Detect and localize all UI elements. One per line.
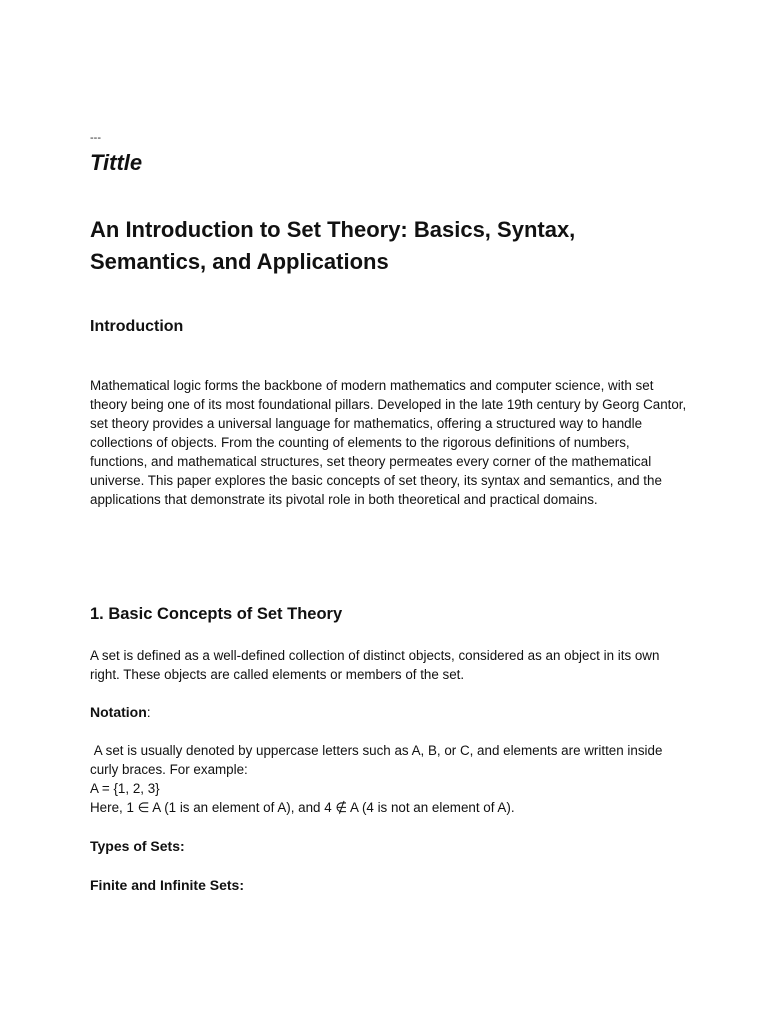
notation-label: Notation — [90, 704, 147, 720]
introduction-heading: Introduction — [90, 318, 184, 335]
introduction-paragraph: Mathematical logic forms the backbone of modern mathematics and computer science, with set theory being one of its most foundational pillars. Developed in the late 19th century by Georg Cantor, set theory provides a universal language for mathematics, offering a structured way to handle collections of objects. From the counting of elements to the rigorous definitions of numbers, functions, and mathematical structures, set theory permeates every corner of the mathematical universe. This paper explores the basic concepts of set theory, its syntax and semantics, and the applications that demonstrate its pivotal role in both theoretical and practical domains. — [90, 378, 687, 507]
finite-infinite-heading: Finite and Infinite Sets: — [90, 877, 245, 893]
notation-line-1: A set is usually denoted by uppercase letters such as A, B, or C, and elements are written inside curly braces. For example: — [90, 743, 667, 777]
notation-label-row — [90, 702, 151, 722]
section-1-heading: 1. Basic Concepts of Set Theory — [90, 605, 343, 623]
separator-dashes: --- — [90, 132, 101, 144]
notation-colon: : — [146, 704, 151, 720]
set-definition-paragraph: A set is defined as a well-defined collection of distinct objects, considered as an object in its own right. These objects are called elements or members of the set. — [90, 648, 660, 682]
page-title: An Introduction to Set Theory: Basics, Syntax, Semantics, and Applications — [90, 217, 576, 274]
notation-paragraph — [90, 741, 690, 817]
notation-line-2: A = {1, 2, 3} — [90, 781, 160, 796]
tittle-heading: Tittle — [90, 150, 143, 175]
types-of-sets-heading: Types of Sets: — [90, 838, 185, 854]
notation-line-3: Here, 1 ∈ A (1 is an element of A), and 4 ∉ A (4 is not an element of A). — [90, 800, 515, 815]
